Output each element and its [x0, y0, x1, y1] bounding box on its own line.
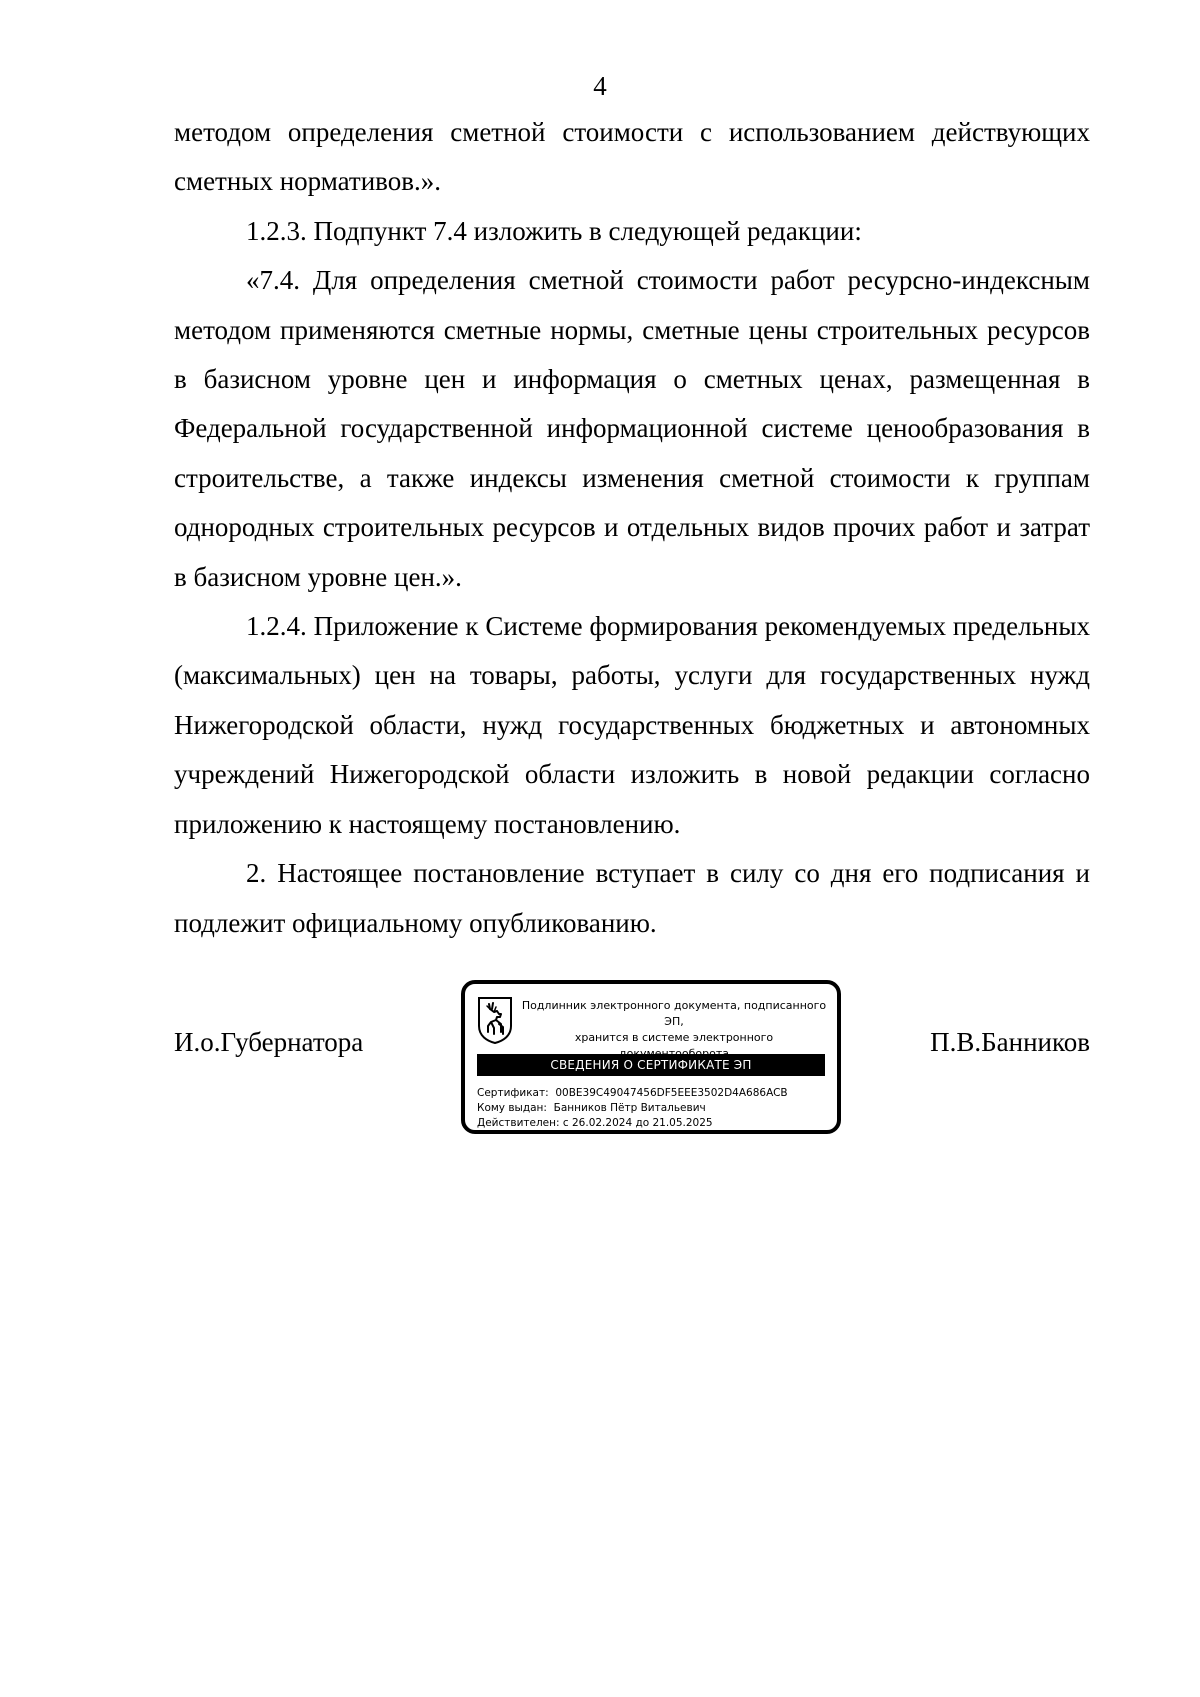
stamp-notice: [521, 998, 827, 1062]
issued-to-label: Кому выдан:: [477, 1102, 547, 1114]
stamp-notice-line-1: Подлинник электронного документа, подписанного ЭП,: [521, 999, 827, 1028]
document-body: [174, 108, 1090, 948]
paragraph-2: 2. Настоящее постановление вступает в силу со дня его подписания и подлежит официальному опубликованию.: [174, 858, 1090, 938]
certificate-line: [477, 1086, 829, 1101]
issued-to-line: [477, 1101, 829, 1116]
signature-block: [174, 980, 1090, 1180]
validity-value: с 26.02.2024 до 21.05.2025: [562, 1117, 713, 1129]
stamp-certificate-header: СВЕДЕНИЯ О СЕРТИФИКАТЕ ЭП: [477, 1054, 825, 1076]
signatory-name: П.В.Банников: [930, 1027, 1090, 1057]
paragraph-continuation: методом определения сметной стоимости с использованием действующих сметных нормативов.».: [174, 117, 1090, 197]
deer-coat-of-arms-icon: [477, 996, 513, 1044]
electronic-signature-stamp: [461, 980, 841, 1134]
page-number: 4: [593, 71, 607, 101]
issued-to-value: Банников Пётр Витальевич: [553, 1102, 706, 1114]
stamp-header: [477, 996, 827, 1048]
paragraph-1-2-4: 1.2.4. Приложение к Системе формирования рекомендуемых предельных (максимальных) цен на товары, работы, услуги для государственных нужд Нижегородской области, нужд государственных бюджетных и автономных учреждений Нижегородской области изложить в новой редакции согласно приложению к настоящему постановлению.: [174, 611, 1090, 839]
certificate-label: Сертификат:: [477, 1087, 549, 1099]
validity-label: Действителен:: [477, 1117, 560, 1129]
signatory-title: И.о.Губернатора: [174, 1027, 364, 1057]
paragraph-1-2-3: 1.2.3. Подпункт 7.4 изложить в следующей редакции:: [246, 215, 862, 246]
validity-line: [477, 1116, 829, 1131]
paragraph-7-4: «7.4. Для определения сметной стоимости работ ресурсно-индексным методом применяются сметные нормы, сметные цены строительных ресурсов в базисном уровне цен и информация о сметных ценах, размещенная в Федеральной государственной информационной системе ценообразования в строительстве, а также индексы изменения сметной стоимости к группам однородных строительных ресурсов и отдельных видов прочих работ и затрат в базисном уровне цен.».: [174, 265, 1090, 592]
certificate-value: 00BE39C49047456DF5EEE3502D4A686ACB: [555, 1087, 788, 1099]
stamp-certificate-details: [477, 1086, 829, 1131]
stamp-notice-line-2: хранится в системе электронного: [574, 1031, 774, 1044]
